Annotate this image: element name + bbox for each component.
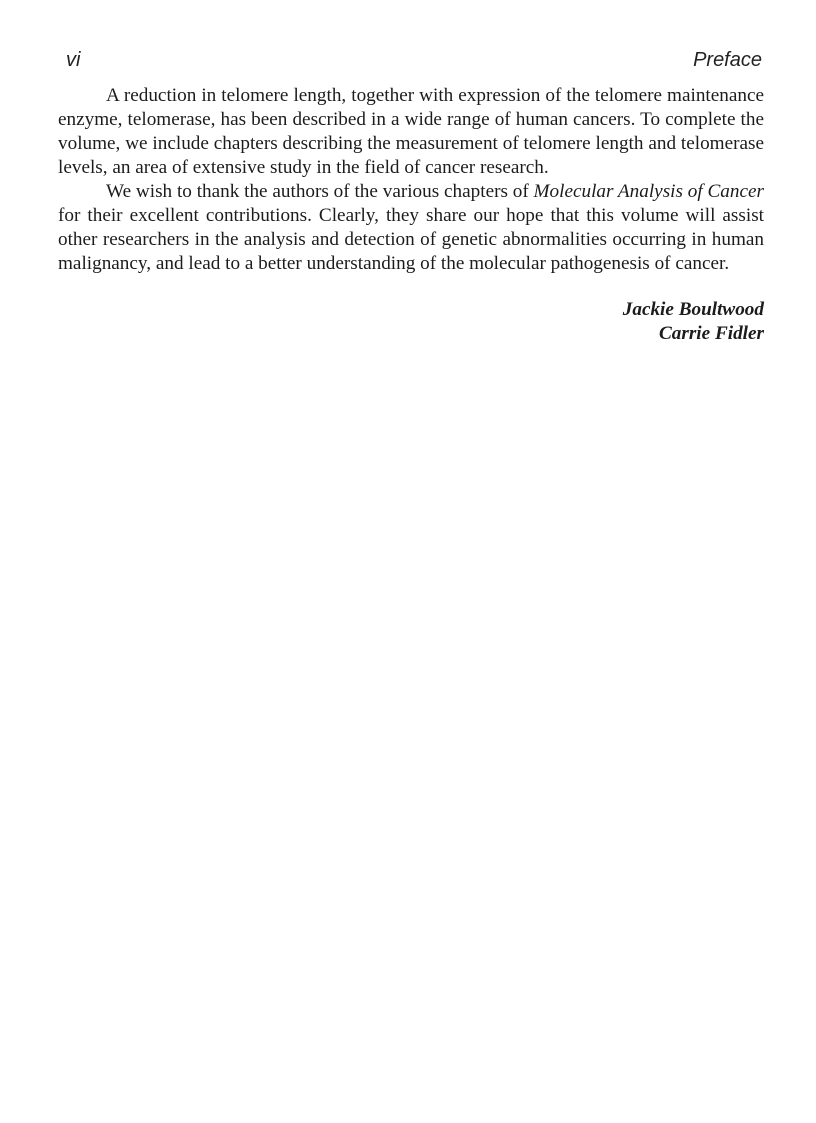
- paragraph-acknowledgement: [58, 180, 764, 276]
- signature-author-1: Jackie Boultwood: [622, 299, 764, 320]
- book-title: Molecular Analysis of Cancer: [533, 181, 764, 202]
- signatures: [58, 298, 764, 346]
- paragraph-telomere: A reduction in telomere length, together with expression of the telomere maintenance enzyme, telomerase, has been described in a wide range of human cancers. To complete the volume, we include chapters describing the measurement of telomere length and telomerase levels, an area of extensive study in the field of cancer research.: [58, 85, 764, 178]
- page-number: vi: [66, 49, 81, 71]
- page: [58, 46, 764, 346]
- signature-author-2: Carrie Fidler: [658, 323, 764, 344]
- section-title: Preface: [693, 49, 762, 71]
- acknowledgement-rest: for their excellent contributions. Clearly, they share our hope that this volume will assist other researchers in the analysis and detection of genetic abnormalities occurring in human malignancy, and lead to a better understanding of the molecular pathogenesis of cancer.: [58, 205, 764, 274]
- acknowledgement-lead: We wish to thank the authors of the various chapters of: [106, 181, 534, 202]
- preface-body: [58, 84, 764, 276]
- running-head: [58, 46, 764, 74]
